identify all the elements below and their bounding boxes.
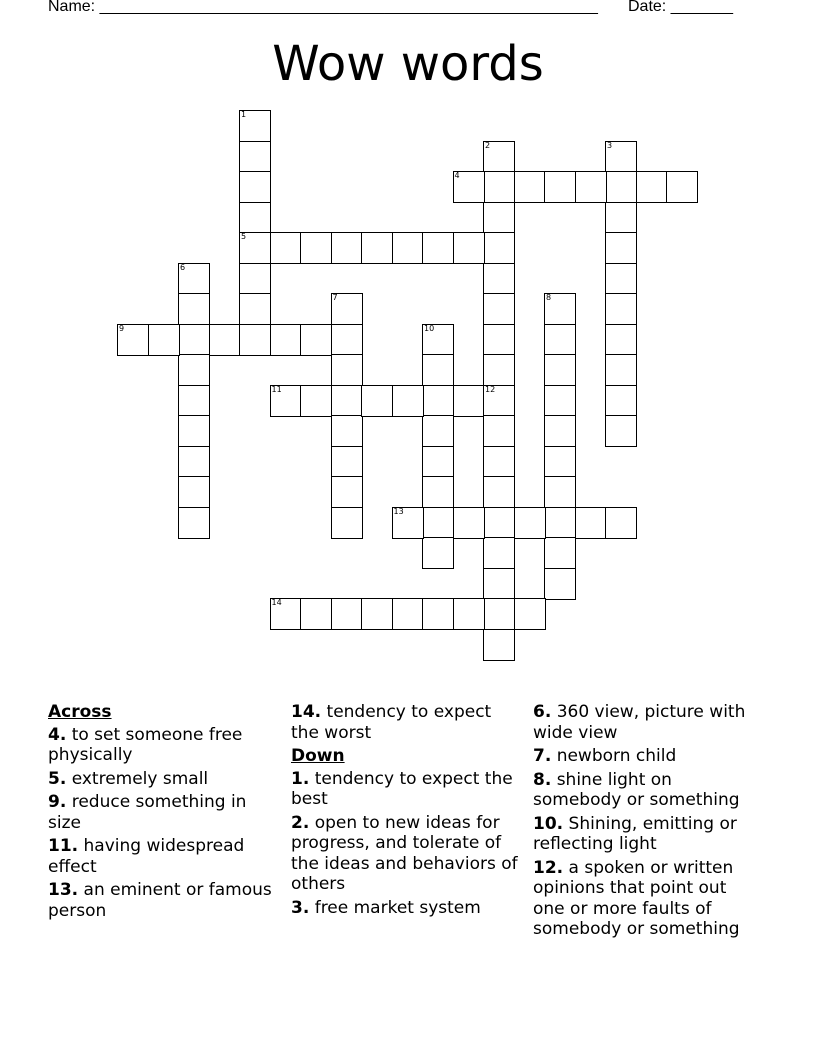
crossword-cell[interactable] [422, 476, 454, 508]
crossword-cell[interactable] [422, 232, 454, 264]
clue-across [291, 702, 521, 743]
crossword-cell[interactable] [544, 446, 576, 478]
clue-number: 1. [291, 768, 310, 789]
crossword-cell[interactable] [605, 171, 637, 203]
crossword-cell[interactable] [453, 385, 485, 417]
clue-number: 14. [291, 702, 322, 722]
crossword-cell[interactable] [422, 385, 454, 417]
clue-down [291, 898, 521, 919]
clue-text: to set someone free physically [48, 724, 243, 765]
crossword-cell[interactable] [483, 141, 515, 173]
clue-number: 9. [48, 792, 67, 812]
crossword-cell[interactable] [514, 507, 546, 539]
crossword-cell[interactable] [483, 507, 515, 539]
clue-number: 11. [48, 836, 79, 856]
clue-number: 8. [533, 769, 552, 790]
crossword-cell[interactable] [483, 598, 515, 630]
crossword-cell[interactable] [300, 324, 332, 356]
clue-across [48, 836, 278, 877]
clue-column-1 [48, 702, 278, 924]
clue-number: 12. [533, 857, 564, 878]
clue-number-label: 7 [332, 293, 338, 302]
crossword-cell[interactable] [392, 232, 424, 264]
crossword-cell[interactable] [544, 354, 576, 386]
clue-number-label: 1 [241, 110, 247, 119]
clue-text: reduce something in size [48, 792, 247, 833]
clue-text: shine light on somebody or something [533, 769, 740, 810]
crossword-cell[interactable] [361, 232, 393, 264]
crossword-cell[interactable] [178, 446, 210, 478]
clue-text: an eminent or famous person [48, 880, 272, 921]
name-field[interactable]: Name: ________________________________________________________ [48, 0, 598, 15]
crossword-cell[interactable] [270, 324, 302, 356]
clue-number-label: 6 [180, 262, 186, 272]
crossword-cell[interactable] [239, 141, 271, 173]
clue-across [48, 792, 278, 833]
crossword-cell[interactable] [544, 171, 576, 203]
clue-across [48, 880, 278, 921]
clue-down [291, 813, 521, 895]
clue-number: 13. [48, 880, 79, 900]
crossword-cell[interactable] [392, 507, 424, 539]
clue-number-label: 12 [485, 384, 496, 394]
crossword-cell[interactable] [331, 324, 363, 356]
clue-text: having widespread effect [48, 836, 245, 877]
crossword-cell[interactable] [605, 141, 637, 173]
crossword-cell[interactable] [575, 507, 607, 539]
crossword-cell[interactable] [483, 202, 515, 234]
clue-number: 3. [291, 897, 310, 918]
clue-text: a spoken or written opinions that point out one or more faults of somebody or something [533, 857, 740, 939]
crossword-cell[interactable] [605, 385, 637, 417]
clue-number-label: 14 [271, 598, 282, 607]
crossword-cell[interactable] [422, 446, 454, 478]
crossword-cell[interactable] [483, 568, 515, 600]
crossword-cell[interactable] [605, 507, 637, 539]
clue-column-2 [291, 702, 521, 921]
crossword-cell[interactable] [605, 263, 637, 295]
clue-number-label: 11 [271, 384, 282, 394]
clue-down [533, 702, 763, 743]
crossword-cell[interactable] [544, 476, 576, 508]
crossword-cell[interactable] [422, 507, 454, 539]
crossword-cell[interactable] [544, 385, 576, 417]
crossword-cell[interactable] [270, 385, 302, 417]
crossword-cell[interactable] [361, 598, 393, 630]
crossword-cell[interactable] [117, 324, 149, 356]
clue-down [533, 814, 763, 855]
crossword-cell[interactable] [331, 385, 363, 417]
clue-down [533, 858, 763, 940]
clue-text: Shining, emitting or reflecting light [533, 813, 737, 854]
crossword-cell[interactable] [300, 598, 332, 630]
clue-number: 5. [48, 768, 67, 789]
crossword-cell[interactable] [544, 537, 576, 569]
clue-number-label: 9 [119, 323, 125, 333]
crossword-cell[interactable] [483, 446, 515, 478]
date-field[interactable]: Date: _______ [628, 0, 733, 15]
crossword-cell[interactable] [483, 476, 515, 508]
down-heading: Down [291, 746, 345, 766]
crossword-cell[interactable] [605, 232, 637, 264]
crossword-cell[interactable] [544, 415, 576, 447]
crossword-cell[interactable] [331, 354, 363, 386]
crossword-cell[interactable] [331, 293, 363, 325]
crossword-cell[interactable] [483, 385, 515, 417]
clue-number: 7. [533, 746, 552, 766]
clue-number-label: 2 [485, 140, 491, 150]
crossword-cell[interactable] [209, 324, 241, 356]
crossword-cell[interactable] [422, 598, 454, 630]
crossword-cell[interactable] [514, 171, 546, 203]
crossword-cell[interactable] [483, 171, 515, 203]
clue-down [533, 746, 763, 767]
clue-down [533, 770, 763, 811]
crossword-cell[interactable] [239, 232, 271, 264]
crossword-cell[interactable] [514, 598, 546, 630]
clue-number: 6. [533, 702, 552, 722]
crossword-cell[interactable] [148, 324, 180, 356]
crossword-cell[interactable] [331, 232, 363, 264]
crossword-cell[interactable] [483, 324, 515, 356]
clue-text: extremely small [71, 768, 209, 789]
crossword-cell[interactable] [270, 598, 302, 630]
crossword-cell[interactable] [483, 354, 515, 386]
crossword-cell[interactable] [331, 598, 363, 630]
crossword-cell[interactable] [178, 415, 210, 447]
clue-number-label: 5 [241, 232, 247, 241]
crossword-cell[interactable] [239, 324, 271, 356]
clue-down [291, 769, 521, 810]
crossword-cell[interactable] [422, 415, 454, 447]
crossword-cell[interactable] [544, 568, 576, 600]
crossword-cell[interactable] [178, 476, 210, 508]
crossword-cell[interactable] [178, 324, 210, 356]
crossword-cell[interactable] [483, 629, 515, 661]
crossword-cell[interactable] [331, 476, 363, 508]
crossword-cell[interactable] [239, 110, 271, 142]
crossword-cell[interactable] [453, 171, 485, 203]
crossword-cell[interactable] [239, 263, 271, 295]
clue-text: newborn child [556, 746, 677, 766]
crossword-cell[interactable] [422, 354, 454, 386]
crossword-cell[interactable] [453, 507, 485, 539]
clue-text: free market system [314, 897, 481, 918]
puzzle-title: Wow words [272, 36, 544, 92]
across-heading: Across [48, 702, 112, 722]
crossword-cell[interactable] [544, 293, 576, 325]
clue-number: 4. [48, 724, 67, 745]
crossword-cell[interactable] [422, 324, 454, 356]
crossword-cell[interactable] [483, 415, 515, 447]
clue-number: 2. [291, 812, 310, 833]
crossword-cell[interactable] [178, 263, 210, 295]
crossword-cell[interactable] [178, 385, 210, 417]
crossword-cell[interactable] [239, 293, 271, 325]
crossword-cell[interactable] [178, 507, 210, 539]
clue-text: open to new ideas for progress, and tolerate of the ideas and behaviors of others [291, 812, 518, 894]
crossword-cell[interactable] [300, 232, 332, 264]
crossword-cell[interactable] [270, 232, 302, 264]
crossword-cell[interactable] [239, 171, 271, 203]
crossword-cell[interactable] [392, 598, 424, 630]
clue-text: 360 view, picture with wide view [533, 702, 746, 743]
clue-number-label: 3 [607, 140, 613, 150]
crossword-cell[interactable] [605, 202, 637, 234]
crossword-cell[interactable] [483, 232, 515, 264]
clue-number-label: 8 [546, 293, 552, 302]
crossword-cell[interactable] [544, 324, 576, 356]
crossword-cell[interactable] [666, 171, 698, 203]
crossword-cell[interactable] [361, 385, 393, 417]
crossword-cell[interactable] [331, 415, 363, 447]
clue-number: 10. [533, 813, 564, 834]
crossword-cell[interactable] [544, 507, 576, 539]
clue-text: tendency to expect the best [291, 768, 513, 809]
crossword-cell[interactable] [605, 324, 637, 356]
crossword-cell[interactable] [422, 537, 454, 569]
crossword-cell[interactable] [483, 537, 515, 569]
crossword-cell[interactable] [392, 385, 424, 417]
clue-text: tendency to expect the worst [291, 702, 492, 743]
crossword-cell[interactable] [605, 354, 637, 386]
clue-column-3 [533, 702, 763, 943]
crossword-cell[interactable] [331, 446, 363, 478]
crossword-cell[interactable] [605, 415, 637, 447]
clue-number-label: 10 [424, 323, 435, 333]
crossword-cell[interactable] [239, 202, 271, 234]
crossword-cell[interactable] [636, 171, 668, 203]
crossword-cell[interactable] [331, 507, 363, 539]
crossword-cell[interactable] [575, 171, 607, 203]
crossword-cell[interactable] [178, 293, 210, 325]
clue-number-label: 13 [393, 506, 404, 516]
clue-number-label: 4 [454, 171, 460, 180]
clue-across [48, 725, 278, 766]
crossword-cell[interactable] [178, 354, 210, 386]
crossword-cell[interactable] [453, 232, 485, 264]
crossword-cell[interactable] [453, 598, 485, 630]
crossword-cell[interactable] [483, 263, 515, 295]
clue-across [48, 769, 278, 790]
crossword-cell[interactable] [605, 293, 637, 325]
crossword-cell[interactable] [483, 293, 515, 325]
crossword-cell[interactable] [300, 385, 332, 417]
